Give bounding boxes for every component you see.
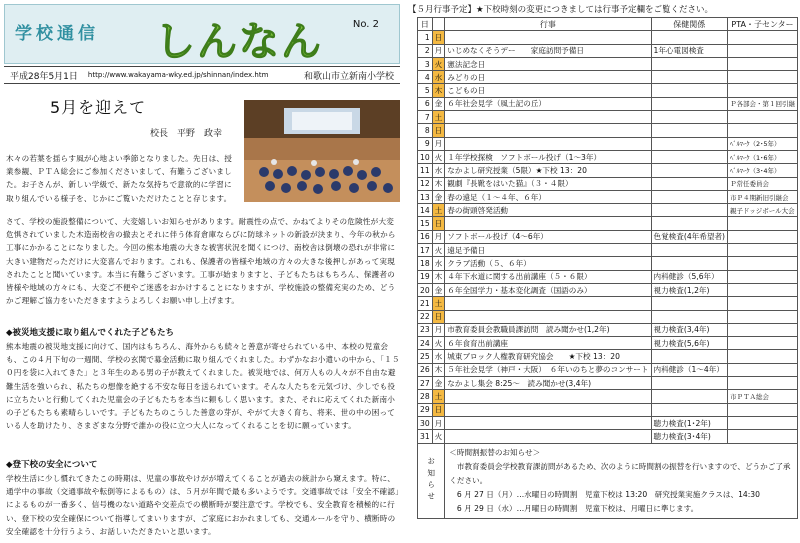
- weekday-cell: 日: [432, 403, 445, 416]
- health-cell: 視力検査(1,2年): [651, 283, 728, 296]
- health-cell: [651, 164, 728, 177]
- notes-heading: ＜時間割振替のお知らせ＞: [449, 447, 541, 457]
- health-cell: 聴力検査(1･2年): [651, 416, 728, 429]
- event-cell: １年学校探検 ソフトボール投げ（1～3年）: [445, 150, 651, 163]
- health-cell: 視力検査(3,4年): [651, 323, 728, 336]
- day-cell: 2: [418, 44, 433, 57]
- event-cell: なかよし研究授業（5限）★下校 13：20: [445, 164, 651, 177]
- health-cell: [651, 257, 728, 270]
- notes-label: [418, 443, 445, 518]
- weekday-cell: 土: [432, 297, 445, 310]
- day-cell: 24: [418, 337, 433, 350]
- school-name: 和歌山市立新南小学校: [303, 71, 394, 82]
- event-cell: 観劇『長靴をはいた猫』（３・４限）: [445, 177, 651, 190]
- event-cell: [445, 310, 651, 323]
- schedule-header-row: [418, 18, 798, 31]
- notes-content: [445, 443, 798, 518]
- day-cell: 18: [418, 257, 433, 270]
- weekday-cell: 火: [432, 244, 445, 257]
- schedule-row: [418, 350, 798, 363]
- health-cell: [651, 377, 728, 390]
- schedule-row: [418, 57, 798, 70]
- weekday-cell: 水: [432, 350, 445, 363]
- weekday-cell: 金: [432, 97, 445, 110]
- schedule-rows: [418, 31, 798, 443]
- issue-number: No. 2: [352, 19, 379, 30]
- health-cell: [651, 390, 728, 403]
- header-health: 保健関係: [651, 18, 728, 31]
- health-cell: [651, 150, 728, 163]
- event-cell: 城東ブロック人権教育研究協会 ★下校 13：20: [445, 350, 651, 363]
- event-cell: [445, 137, 651, 150]
- pta-cell: [728, 71, 798, 84]
- day-cell: 20: [418, 283, 433, 296]
- event-cell: 憲法記念日: [445, 57, 651, 70]
- pta-cell: [728, 403, 798, 416]
- pta-cell: ﾍﾞﾙﾏｰｸ（2･5年）: [728, 137, 798, 150]
- health-cell: [651, 111, 728, 124]
- weekday-cell: 火: [432, 430, 445, 443]
- day-cell: 10: [418, 150, 433, 163]
- weekday-cell: 日: [432, 124, 445, 137]
- weekday-cell: 月: [432, 44, 445, 57]
- weekday-cell: 日: [432, 310, 445, 323]
- event-cell: [445, 31, 651, 44]
- health-cell: [651, 84, 728, 97]
- weekday-cell: 月: [432, 416, 445, 429]
- day-cell: 19: [418, 270, 433, 283]
- event-cell: こどもの日: [445, 84, 651, 97]
- health-cell: [651, 31, 728, 44]
- masthead: [4, 4, 400, 64]
- schedule-row: [418, 310, 798, 323]
- health-cell: [651, 124, 728, 137]
- health-cell: [651, 204, 728, 217]
- health-cell: [651, 97, 728, 110]
- disaster-support-paragraph: 熊本地震の被災地支援に向けて、国内はもちろん、海外からも続々と善意が寄せられている中、本校の児童会も、この４月下旬の一週間、学校の玄関で募金活動に取り組んでくれました。わずかなお小遣いの中から、「１５０円を袋に入れてきた」と３年生のある男の子が教えてくれました。被災地では、何万人もの人々が不自由な避難生活を強いられ、私たちの想像を絶する不安な毎日を送られています。そんな人たちを元気づけ、少しでも役に立ちたいと行動してくれた児童会の子どもたちを本当に頼もしく思います。また、それに応えてくれた新南小の子どもたちも素晴らしいです。子どもたちのこうした善意の芽が、やがて大きく育ち、将来、世の中の困っている人を助けたり、さまざまな分野で誰かの役に立つ大人になってくれることを切に願っています。: [6, 342, 400, 431]
- weekday-cell: 土: [432, 390, 445, 403]
- health-cell: [651, 190, 728, 203]
- weekday-cell: 木: [432, 270, 445, 283]
- weekday-cell: 水: [432, 257, 445, 270]
- event-cell: ソフトボール投げ（4～6年）: [445, 230, 651, 243]
- notes-row: [418, 443, 798, 518]
- event-cell: ６年食育出前講座: [445, 337, 651, 350]
- schedule-row: [418, 137, 798, 150]
- health-cell: [651, 244, 728, 257]
- event-cell: ４年下水道に関する出前講座（５・６限）: [445, 270, 651, 283]
- school-url[interactable]: http://www.wakayama-wky.ed.jp/shinnan/index.htm: [87, 71, 269, 79]
- pta-cell: Ｐ各部会・第１回引継: [728, 97, 798, 110]
- weekday-cell: 水: [432, 71, 445, 84]
- event-cell: [445, 430, 651, 443]
- schedule-row: [418, 377, 798, 390]
- day-cell: 23: [418, 323, 433, 336]
- pta-cell: [728, 57, 798, 70]
- schedule-row: [418, 190, 798, 203]
- weekday-cell: 月: [432, 230, 445, 243]
- pta-cell: [728, 44, 798, 57]
- pta-cell: Ｐ常任委員会: [728, 177, 798, 190]
- schedule-row: [418, 177, 798, 190]
- article-author: 校長 平野 政幸: [150, 129, 223, 139]
- day-cell: 31: [418, 430, 433, 443]
- schedule-row: [418, 363, 798, 376]
- weekday-cell: 日: [432, 217, 445, 230]
- schedule-row: [418, 416, 798, 429]
- section-heading-disaster-support: ◆被災地支援に取り組んでくれた子どもたち: [6, 328, 175, 338]
- notes-label-text: お知らせ: [426, 457, 436, 504]
- masthead-subline: [4, 66, 400, 84]
- health-cell: [651, 403, 728, 416]
- event-cell: ６年社会見学（風土記の丘）: [445, 97, 651, 110]
- pta-cell: [728, 310, 798, 323]
- health-cell: 内科健診（1～4年）: [651, 363, 728, 376]
- weekday-cell: 金: [432, 283, 445, 296]
- header-weekday: [432, 18, 445, 31]
- schedule-row: [418, 244, 798, 257]
- event-cell: なかよし集会 8:25～ 読み聞かせ(3,4年): [445, 377, 651, 390]
- masthead-kanji: 学校通信: [15, 24, 99, 44]
- pta-cell: [728, 244, 798, 257]
- day-cell: 7: [418, 111, 433, 124]
- schedule-title: 【５月行事予定】★下校時刻の変更につきましては行事予定欄をご覧ください。: [408, 5, 713, 15]
- schedule-table: [417, 17, 798, 519]
- pta-cell: ﾍﾞﾙﾏｰｸ（1･6年）: [728, 150, 798, 163]
- pta-cell: 市ＰＴＡ総会: [728, 390, 798, 403]
- event-cell: クラブ活動（５、６年）: [445, 257, 651, 270]
- event-cell: みどりの日: [445, 71, 651, 84]
- health-cell: 聴力検査(3･4年): [651, 430, 728, 443]
- header-events: 行事: [445, 18, 651, 31]
- notes-line: 6 月 29 日（水）…月曜日の時間割 児童下校は、月曜日に準じます。: [449, 503, 699, 513]
- pta-cell: [728, 257, 798, 270]
- day-cell: 11: [418, 164, 433, 177]
- event-cell: 春の遠足（１～４年、６年）: [445, 190, 651, 203]
- day-cell: 22: [418, 310, 433, 323]
- health-cell: [651, 310, 728, 323]
- notes-line: 市教育委員会学校教育課訪問があるため、次のように時間割の振替を行いますので、どうかご了承ください。: [449, 461, 791, 485]
- weekday-cell: 水: [432, 164, 445, 177]
- pta-cell: [728, 124, 798, 137]
- day-cell: 27: [418, 377, 433, 390]
- event-cell: [445, 124, 651, 137]
- schedule-row: [418, 164, 798, 177]
- pta-cell: [728, 323, 798, 336]
- health-cell: [651, 350, 728, 363]
- gym-assembly-photo: [244, 100, 400, 202]
- schedule-row: [418, 283, 798, 296]
- schedule-column: [404, 0, 800, 543]
- commute-safety-paragraph: 学校生活に少し慣れてきたこの時期は、児童の事故やけがが増えてくることが過去の統計から窺えます。特に、通学中の事故（交通事故や転倒等によるもの）は、５月が年間で最も多いようです。交通事故では「安全不確認」によるものが一番多く、信号機のない道路や交差点での横断時が要注意です。学校でも、安全教育を積極的に行い、登下校の安全確保について指導してまいりますが、ご家庭におかれましても、交通ルールを守り、横断時の安全確認を十分行うよう、お話しいただきたいと思います。: [6, 474, 400, 536]
- day-cell: 28: [418, 390, 433, 403]
- schedule-row: [418, 124, 798, 137]
- event-cell: 遠足予備日: [445, 244, 651, 257]
- schedule-row: [418, 323, 798, 336]
- day-cell: 15: [418, 217, 433, 230]
- pta-cell: [728, 84, 798, 97]
- pta-cell: [728, 297, 798, 310]
- event-cell: [445, 390, 651, 403]
- health-cell: [651, 297, 728, 310]
- pta-cell: [728, 350, 798, 363]
- health-cell: 1年心電図検査: [651, 44, 728, 57]
- day-cell: 5: [418, 84, 433, 97]
- event-cell: 春の街頭啓発活動: [445, 204, 651, 217]
- day-cell: 16: [418, 230, 433, 243]
- pta-cell: [728, 283, 798, 296]
- schedule-row: [418, 230, 798, 243]
- weekday-cell: 金: [432, 190, 445, 203]
- weekday-cell: 木: [432, 177, 445, 190]
- pta-cell: [728, 337, 798, 350]
- issue-date: 平成28年5月1日: [10, 71, 78, 82]
- schedule-row: [418, 257, 798, 270]
- event-cell: 市教育委員会教職員課訪問 読み聞かせ(1,2年): [445, 323, 651, 336]
- pta-cell: [728, 430, 798, 443]
- day-cell: 26: [418, 363, 433, 376]
- day-cell: 29: [418, 403, 433, 416]
- schedule-row: [418, 71, 798, 84]
- health-cell: 色覚検査(4年希望者): [651, 230, 728, 243]
- schedule-row: [418, 111, 798, 124]
- weekday-cell: 日: [432, 31, 445, 44]
- weekday-cell: 金: [432, 377, 445, 390]
- event-cell: ６年全国学力・基本変化調査（国語のみ）: [445, 283, 651, 296]
- event-cell: [445, 403, 651, 416]
- schedule-row: [418, 430, 798, 443]
- schedule-row: [418, 150, 798, 163]
- weekday-cell: 火: [432, 337, 445, 350]
- weekday-cell: 月: [432, 323, 445, 336]
- notes-line: 6 月 27 日（月）…水曜日の時間割 児童下校は 13:20 研究授業実施クラスは、14:30: [449, 489, 760, 499]
- schedule-row: [418, 390, 798, 403]
- event-cell: ５年社会見学（神戸・大阪） ６年いのちと夢のコンサート: [445, 363, 651, 376]
- weekday-cell: 火: [432, 150, 445, 163]
- day-cell: 8: [418, 124, 433, 137]
- pta-cell: [728, 377, 798, 390]
- weekday-cell: 火: [432, 57, 445, 70]
- day-cell: 13: [418, 190, 433, 203]
- pta-cell: [728, 363, 798, 376]
- weekday-cell: 月: [432, 137, 445, 150]
- section-heading-commute-safety: ◆登下校の安全について: [6, 460, 98, 470]
- weekday-cell: 土: [432, 111, 445, 124]
- day-cell: 30: [418, 416, 433, 429]
- day-cell: 17: [418, 244, 433, 257]
- health-cell: [651, 57, 728, 70]
- health-cell: [651, 137, 728, 150]
- day-cell: 6: [418, 97, 433, 110]
- schedule-row: [418, 44, 798, 57]
- schedule-row: [418, 270, 798, 283]
- pta-cell: [728, 270, 798, 283]
- intro-paragraph: 木々の若葉を揺らす風が心地よい季節となりました。先日は、授業参観、ＰＴＡ総会にご参加くださいまして、有難うございました。お子さんが、新しい学級で、新たな気持ちで意欲的に学習に取り組んでいる様子を、じかにご覧いただけたことと存じます。: [6, 154, 233, 203]
- header-pta: PTA・子センター: [728, 18, 798, 31]
- weekday-cell: 木: [432, 363, 445, 376]
- pta-cell: [728, 416, 798, 429]
- weekday-cell: 土: [432, 204, 445, 217]
- day-cell: 14: [418, 204, 433, 217]
- health-cell: [651, 71, 728, 84]
- pta-cell: [728, 217, 798, 230]
- pta-cell: [728, 31, 798, 44]
- event-cell: [445, 416, 651, 429]
- schedule-row: [418, 403, 798, 416]
- article-heading: 5月を迎えて: [50, 98, 147, 117]
- pta-cell: 親子ドッジボール大会: [728, 204, 798, 217]
- pta-cell: [728, 230, 798, 243]
- schedule-row: [418, 204, 798, 217]
- schedule-row: [418, 217, 798, 230]
- health-cell: 視力検査(5,6年): [651, 337, 728, 350]
- schedule-row: [418, 337, 798, 350]
- day-cell: 1: [418, 31, 433, 44]
- weekday-cell: 木: [432, 84, 445, 97]
- event-cell: [445, 297, 651, 310]
- schedule-row: [418, 31, 798, 44]
- day-cell: 9: [418, 137, 433, 150]
- day-cell: 3: [418, 57, 433, 70]
- day-cell: 21: [418, 297, 433, 310]
- schedule-row: [418, 97, 798, 110]
- health-cell: [651, 177, 728, 190]
- newsletter-title: しんなん: [155, 19, 323, 65]
- day-cell: 4: [418, 71, 433, 84]
- event-cell: [445, 217, 651, 230]
- pta-cell: [728, 111, 798, 124]
- schedule-row: [418, 297, 798, 310]
- facility-paragraph: さて、学校の施設整備について、大変嬉しいお知らせがあります。耐震性の点で、かねてよりその危険性が大変危惧されていました木造南校舎の撤去とそれに伴う体育倉庫ならびに防球ネットの新設が決まり、今年の秋から工事にかかることになりました。今回の熊本地震の大きな被害状況を聞くにつけ、南校舎は倒壊の恐れが非常に大きい建物だっただけに大変喜んでおります。これも、保護者の皆様や地域の方々の大きな後押しがあって実現されたことと聞いています。本当に有難うございます。工事が始まりますと、子どもたちはもちろん、保護者の皆様や地域の方々にも、大変ご不便やご迷惑をおかけすることになりますが、学校施設の整備充実のため、どうかご理解ご協力をいただきますようよろしくお願い申し上げます。: [6, 217, 396, 306]
- health-cell: 内科健診（5,6年）: [651, 270, 728, 283]
- event-cell: [445, 111, 651, 124]
- pta-cell: ﾍﾞﾙﾏｰｸ（3･4年）: [728, 164, 798, 177]
- schedule-row: [418, 84, 798, 97]
- day-cell: 25: [418, 350, 433, 363]
- header-day: 日: [418, 18, 433, 31]
- health-cell: [651, 217, 728, 230]
- day-cell: 12: [418, 177, 433, 190]
- event-cell: いじめなくそうデー 家庭訪問予備日: [445, 44, 651, 57]
- pta-cell: 市Ｐ４期新旧引継会: [728, 190, 798, 203]
